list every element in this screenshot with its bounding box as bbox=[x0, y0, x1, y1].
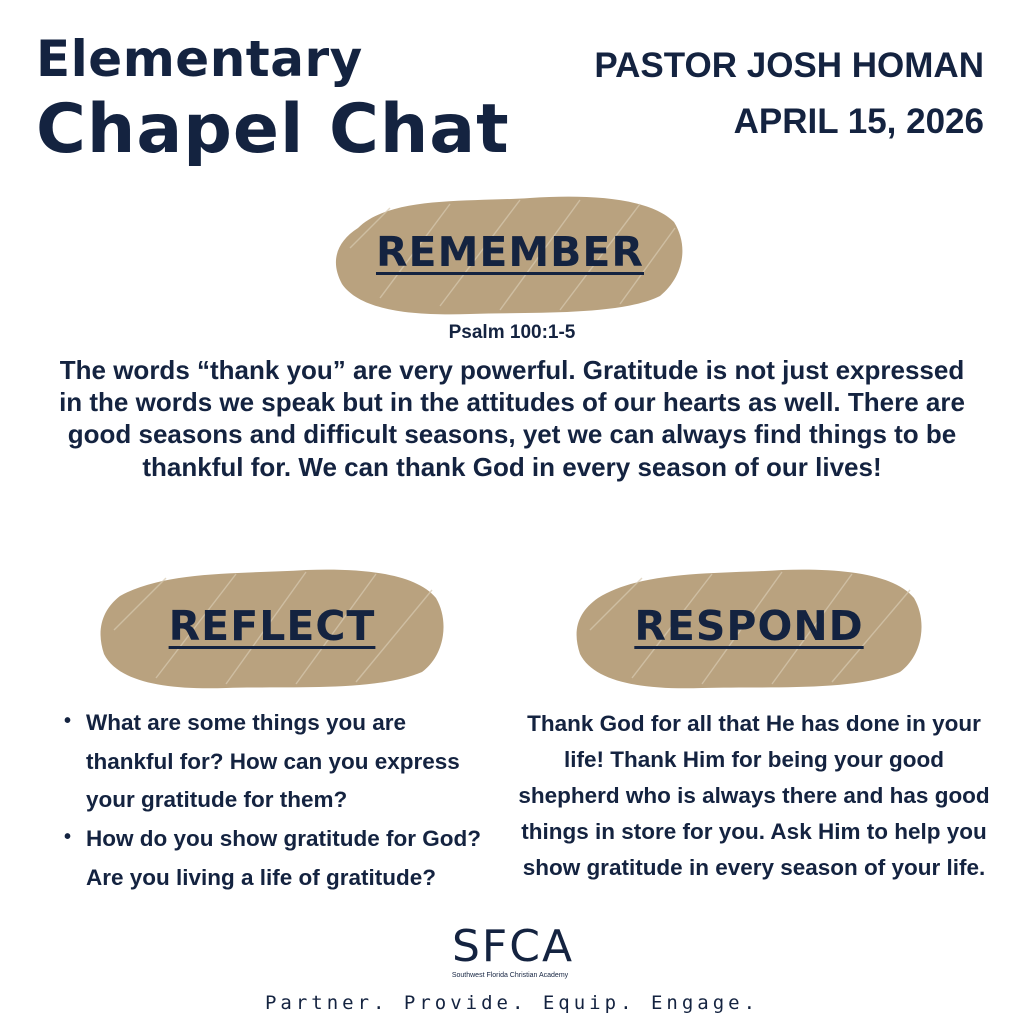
reflect-banner bbox=[96, 560, 448, 694]
respond-heading: RESPOND bbox=[634, 602, 864, 650]
reflect-item-2: How do you show gratitude for God? Are you living a life of gratitude? bbox=[86, 826, 481, 890]
sfca-logo: SFCA bbox=[452, 921, 575, 972]
respond-text: Thank God for all that He has done in your life! Thank Him for being your good shepherd who is always there and has good things in store for you. Ask Him to help you show gratitude in every season of your life. bbox=[518, 711, 990, 880]
title-line-1: Elementary bbox=[36, 30, 363, 88]
remember-heading: REMEMBER bbox=[375, 228, 644, 276]
list-item bbox=[56, 704, 496, 820]
reflect-list bbox=[56, 704, 496, 897]
bullet-icon: • bbox=[64, 826, 72, 849]
remember-text: The words “thank you” are very powerful. Gratitude is not just expressed in the words we speak but in the attitudes of our hearts as well. There are good seasons and difficult seasons, yet we can always find things to be thankful for. We can thank God in every season of our lives! bbox=[59, 355, 965, 482]
title-line-2: Chapel Chat bbox=[36, 90, 510, 169]
reflect-heading: REFLECT bbox=[168, 602, 376, 650]
chapel-date: APRIL 15, 2026 bbox=[733, 102, 984, 141]
reflect-item-1: What are some things you are thankful for? How can you express your gratitude for them? bbox=[86, 710, 460, 813]
respond-banner bbox=[572, 560, 926, 694]
remember-banner bbox=[330, 188, 690, 320]
scripture-reference: Psalm 100:1-5 bbox=[448, 322, 576, 343]
list-item bbox=[56, 820, 496, 897]
bullet-icon: • bbox=[64, 710, 72, 732]
sfca-logo-subtitle: Southwest Florida Christian Academy bbox=[451, 972, 569, 979]
tagline: Partner. Provide. Equip. Engage. bbox=[264, 992, 760, 1014]
pastor-name: PASTOR JOSH HOMAN bbox=[594, 46, 984, 85]
